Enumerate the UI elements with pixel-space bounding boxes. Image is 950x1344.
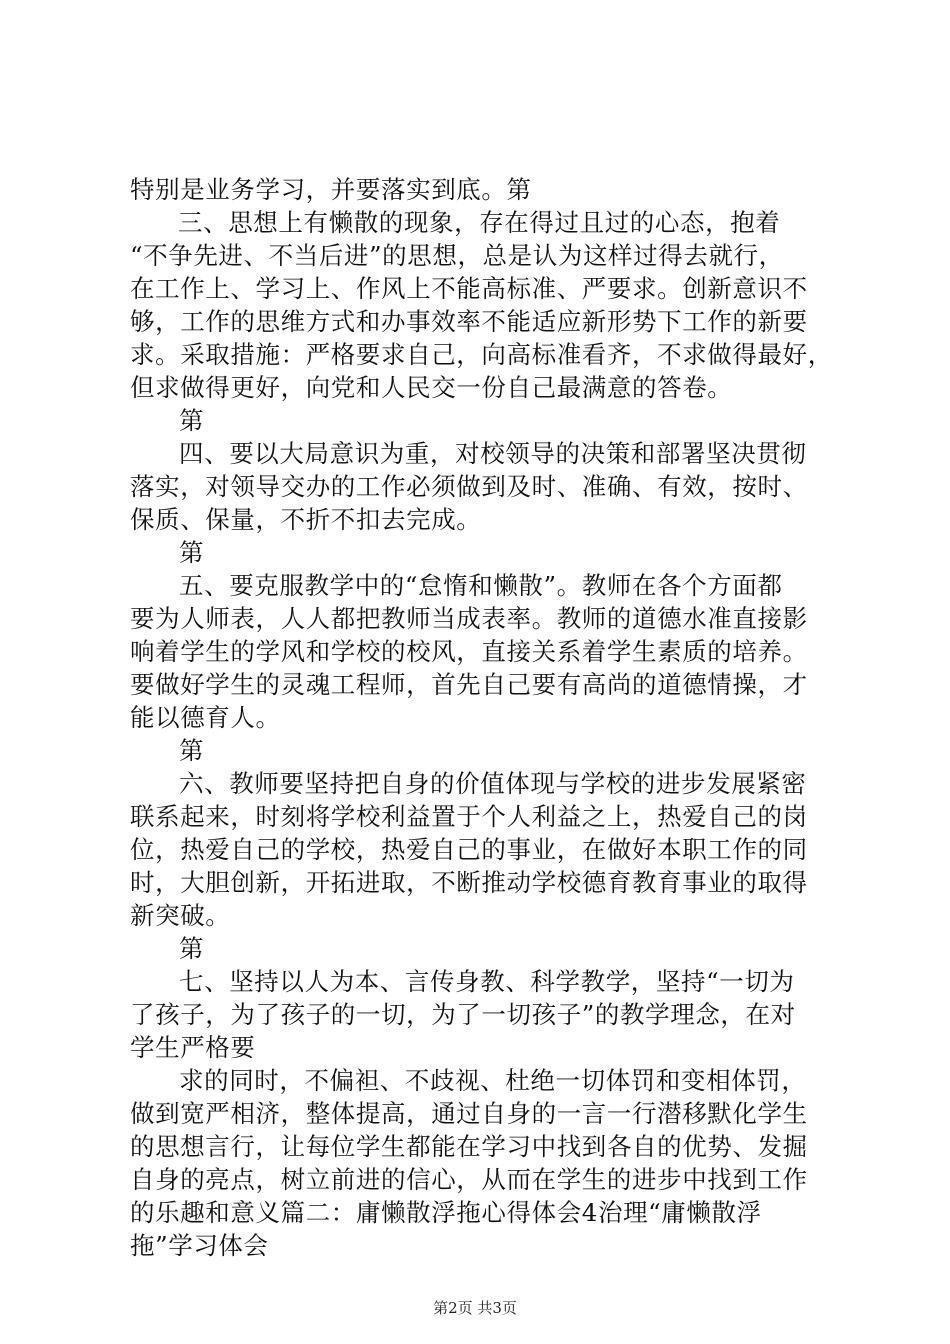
text-line: 求。采取措施：严格要求自己，向高标准看齐，不求做得最好， xyxy=(130,340,833,369)
text-line: 的思想言行，让每位学生都能在学习中找到各自的优势、发掘 xyxy=(130,1132,808,1161)
text-line: 第 xyxy=(179,406,205,435)
text-line: 位，热爱自己的学校，热爱自己的事业，在做好本职工作的同 xyxy=(130,835,808,864)
text-line: 能以德育人。 xyxy=(130,703,281,732)
text-line: 四、要以大局意识为重，对校领导的决策和部署坚决贯彻 xyxy=(179,439,807,468)
text-line: 但求做得更好，向党和人民交一份自己最满意的答卷。 xyxy=(130,373,733,402)
text-line: 第 xyxy=(179,736,205,765)
text-line: 落实，对领导交办的工作必须做到及时、准确、有效，按时、 xyxy=(130,472,808,501)
text-line: 第 xyxy=(179,934,205,963)
text-line: 联系起来，时刻将学校利益置于个人利益之上，热爱自己的岗 xyxy=(130,802,808,831)
text-line: “不争先进、不当后进”的思想，总是认为这样过得去就行， xyxy=(130,241,784,270)
text-line: 的乐趣和意义篇二：庸懒散浮拖心得体会4治理“庸懒散浮 xyxy=(130,1198,762,1227)
text-line: 自身的亮点，树立前进的信心，从而在学生的进步中找到工作 xyxy=(130,1165,808,1194)
text-line: 够，工作的思维方式和办事效率不能适应新形势下工作的新要 xyxy=(130,307,808,336)
text-line: 六、教师要坚持把自身的价值体现与学校的进步发展紧密 xyxy=(179,769,807,798)
text-line: 七、坚持以人为本、言传身教、科学教学，坚持“一切为 xyxy=(179,967,795,996)
text-line: 保质、保量，不折不扣去完成。 xyxy=(130,505,482,534)
text-line: 响着学生的学风和学校的校风，直接关系着学生素质的培养。 xyxy=(130,637,808,666)
text-line: 了孩子，为了孩子的一切，为了一切孩子”的教学理念，在对 xyxy=(130,1000,796,1029)
text-line: 要做好学生的灵魂工程师，首先自己要有高尚的道德情操，才 xyxy=(130,670,808,699)
text-line: 在工作上、学习上、作风上不能高标准、严要求。创新意识不 xyxy=(130,274,808,303)
text-line: 求的同时，不偏袒、不歧视、杜绝一切体罚和变相体罚， xyxy=(179,1066,807,1095)
text-line: 三、思想上有懒散的现象，存在得过且过的心态，抱着 xyxy=(178,208,781,237)
text-line: 要为人师表，人人都把教师当成表率。教师的道德水准直接影 xyxy=(130,604,808,633)
text-line: 五、要克服教学中的“怠惰和懒散”。教师在各个方面都 xyxy=(179,571,783,600)
text-line: 做到宽严相济，整体提高，通过自身的一言一行潜移默化学生 xyxy=(130,1099,808,1128)
text-line: 第 xyxy=(179,538,205,567)
text-line: 特别是业务学习，并要落实到底。第 xyxy=(130,175,532,204)
text-line: 时，大胆创新，开拓进取，不断推动学校德育教育事业的取得 xyxy=(130,868,808,897)
text-line: 拖”学习体会 xyxy=(130,1231,269,1260)
page-number-footer: 第2页 共3页 xyxy=(433,1299,517,1317)
text-line: 新突破。 xyxy=(130,901,231,930)
text-line: 学生严格要 xyxy=(130,1033,256,1062)
